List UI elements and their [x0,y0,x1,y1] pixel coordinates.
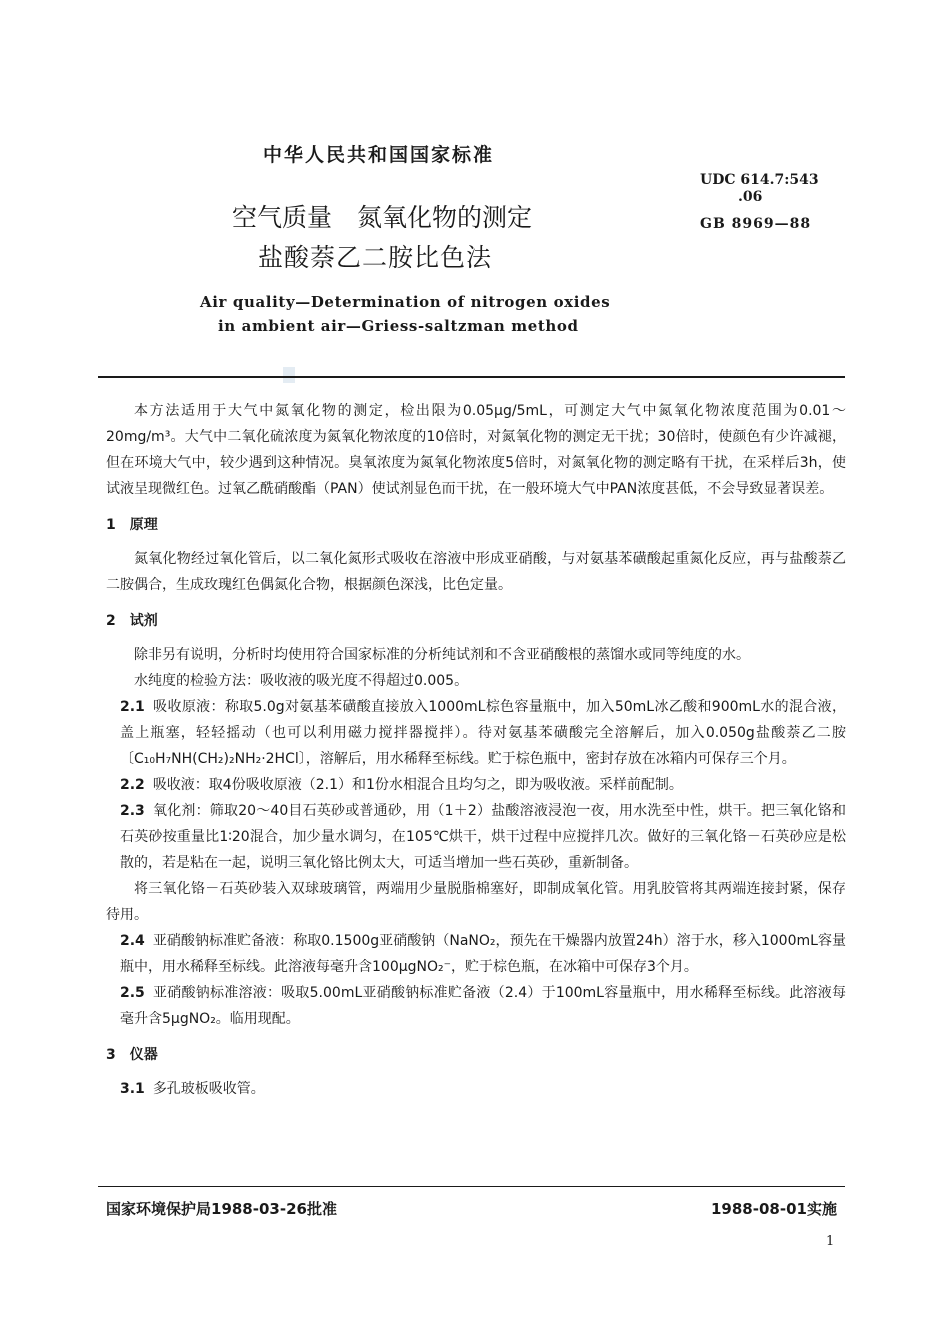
item-2-1-text: 吸收原液：称取5.0g对氨基苯磺酸直接放入1000mL棕色容量瓶中，加入50mL冰乙酸和900mL水的混合液，盖上瓶塞，轻轻摇动（也可以利用磁力搅拌器搅拌）。待对氨基苯磺酸完全溶解后，加入0.050g盐酸萘乙二胺〔C₁₀H₇NH(CH₂)₂NH₂·2HCl〕，溶解后，用水稀释至标线。贮于棕色瓶中，密封存放在冰箱内可保存三个月。 [120,699,846,767]
item-2-2-number: 2.2 [120,777,145,793]
item-2-1 [106,694,846,772]
gb-standard-number: GB 8969—88 [700,216,812,232]
item-2-5 [106,980,846,1032]
water-purity-text: 水纯度的检验方法：吸收液的吸光度不得超过0.005。 [134,673,469,689]
footer-divider [98,1186,845,1187]
item-2-3-number: 2.3 [120,803,145,819]
section-1-heading: 1 原理 [106,517,158,533]
item-2-1-number: 2.1 [120,699,145,715]
item-3-1 [106,1076,846,1102]
intro-paragraph: 本方法适用于大气中氮氧化物的测定，检出限为0.05μg/5mL，可测定大气中氮氧化物浓度范围为0.01～20mg/m³。大气中二氧化硫浓度为氮氧化物浓度的10倍时，对氮氧化物的测定无干扰；30倍时，使颜色有少许减褪，但在环境大气中，较少遇到这种情况。臭氧浓度为氮氧化物浓度5倍时，对氮氧化物的测定略有干扰，在采样后3h，使试液呈现微红色。过氧乙酰硝酸酯（PAN）使试剂显色而干扰，在一般环境大气中PAN浓度甚低，不会导致显著误差。 [106,403,846,497]
chinese-title-line-1: 空气质量 氮氧化物的测定 [232,203,533,232]
header-divider [98,376,845,378]
item-3-1-number: 3.1 [120,1081,145,1097]
item-2-4 [106,928,846,980]
section-2-heading: 2 试剂 [106,613,158,629]
approval-date: 国家环境保护局1988-03-26批准 [106,1200,337,1218]
issuing-country-header: 中华人民共和国国家标准 [263,144,495,166]
item-3-1-text: 多孔玻板吸收管。 [152,1081,265,1097]
effective-date: 1988-08-01实施 [711,1200,837,1218]
item-2-3-text: 氧化剂：筛取20～40目石英砂或普通砂，用（1＋2）盐酸溶液浸泡一夜，用水洗至中性，烘干。把三氧化铬和石英砂按重量比1∶20混合，加少量水调匀，在105℃烘干，烘干过程中应搅拌几次。做好的三氧化铬－石英砂应是松散的，若是粘在一起，说明三氧化铬比例太大，可适当增加一些石英砂，重新制备。 [120,803,846,871]
item-2-3-continuation: 将三氧化铬－石英砂装入双球玻璃管，两端用少量脱脂棉塞好，即制成氧化管。用乳胶管将其两端连接封紧，保存待用。 [106,881,846,923]
item-2-2 [106,772,846,798]
item-2-3 [106,798,846,876]
english-title-line-2: in ambient air—Griess-saltzman method [218,317,579,335]
section-2-text: 除非另有说明，分析时均使用符合国家标准的分析纯试剂和不含亚硝酸根的蒸馏水或同等纯度的水。 [134,647,750,663]
section-1-text: 氮氧化物经过氧化管后，以二氧化氮形式吸收在溶液中形成亚硝酸，与对氨基苯磺酸起重氮化反应，再与盐酸萘乙二胺偶合，生成玫瑰红色偶氮化合物，根据颜色深浅，比色定量。 [106,551,846,593]
item-2-5-number: 2.5 [120,985,145,1001]
item-2-4-text: 亚硝酸钠标准贮备液：称取0.1500g亚硝酸钠（NaNO₂，预先在干燥器内放置24h）溶于水，移入1000mL容量瓶中，用水稀释至标线。此溶液每毫升含100μgNO₂⁻，贮于棕色瓶，在冰箱中可保存3个月。 [120,933,846,975]
english-title-line-1: Air quality—Determination of nitrogen oxides [200,293,611,311]
udc-code [700,172,819,206]
udc-line-2: .06 [738,189,763,205]
udc-line-1: UDC 614.7:543 [700,172,819,188]
page-number: 1 [826,1234,835,1249]
item-2-5-text: 亚硝酸钠标准溶液：吸取5.00mL亚硝酸钠标准贮备液（2.4）于100mL容量瓶中，用水稀释至标线。此溶液每毫升含5μgNO₂。临用现配。 [120,985,846,1027]
chinese-title-line-2: 盐酸萘乙二胺比色法 [258,243,493,272]
item-2-2-text: 吸收液：取4份吸收原液（2.1）和1份水相混合且均匀之，即为吸收液。采样前配制。 [152,777,683,793]
document-body [106,398,846,1102]
scan-mark [283,367,295,383]
chinese-title [232,198,532,278]
english-title [200,290,610,338]
item-2-4-number: 2.4 [120,933,145,949]
section-3-heading: 3 仪器 [106,1047,158,1063]
